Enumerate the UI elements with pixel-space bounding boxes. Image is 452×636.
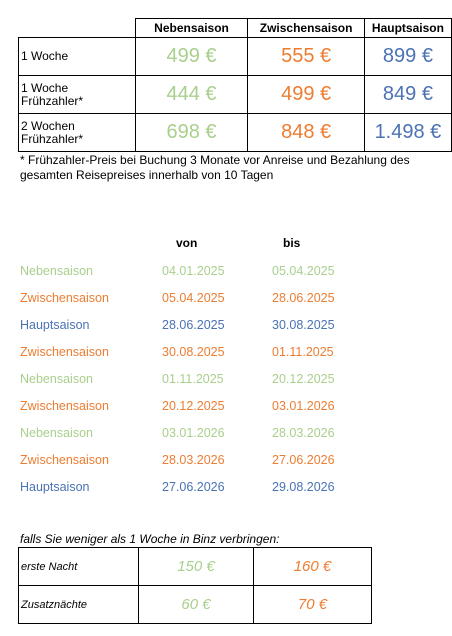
season-row [0, 480, 452, 507]
season-name: Nebensaison [20, 372, 93, 386]
season-row [0, 264, 452, 291]
season-to: 20.12.2025 [272, 372, 335, 386]
season-to: 05.04.2025 [272, 264, 335, 278]
season-from: 05.04.2025 [162, 291, 225, 305]
season-to: 27.06.2026 [272, 453, 335, 467]
season-from: 04.01.2025 [162, 264, 225, 278]
season-from: 28.06.2025 [162, 318, 225, 332]
season-row [0, 291, 452, 318]
price-table-corner [19, 19, 136, 38]
season-row [0, 453, 452, 480]
header-zwischensaison: Zwischensaison [248, 19, 365, 38]
season-name: Zwischensaison [20, 345, 109, 359]
price-neben: 698 € [135, 114, 248, 152]
season-name: Hauptsaison [20, 318, 90, 332]
fruehzahler-footnote: * Frühzahler-Preis bei Buchung 3 Monate vor Anreise und Bezahlung des gesamten Reisepreises innerhalb von 10 Tagen [20, 153, 410, 182]
short-stay-table [18, 547, 372, 624]
season-to: 28.03.2026 [272, 426, 335, 440]
price-table-header-row [19, 19, 452, 38]
price-table [18, 18, 452, 152]
short-stay-price-zwischen: 70 € [254, 586, 372, 624]
season-to: 28.06.2025 [272, 291, 335, 305]
short-stay-price-neben: 150 € [139, 548, 254, 586]
price-haupt: 899 € [364, 38, 451, 76]
short-stay-note: falls Sie weniger als 1 Woche in Binz verbringen: [20, 532, 280, 546]
price-haupt: 1.498 € [364, 114, 451, 152]
season-from: 01.11.2025 [162, 372, 224, 386]
season-name: Nebensaison [20, 264, 93, 278]
season-name: Hauptsaison [20, 480, 90, 494]
header-nebensaison: Nebensaison [135, 19, 248, 38]
season-from: 27.06.2026 [162, 480, 225, 494]
price-neben: 499 € [135, 38, 248, 76]
season-from: 30.08.2025 [162, 345, 225, 359]
short-stay-row [19, 548, 372, 586]
short-stay-label: erste Nacht [19, 548, 139, 586]
season-name: Zwischensaison [20, 399, 109, 413]
header-hauptsaison: Hauptsaison [364, 19, 451, 38]
price-haupt: 849 € [364, 76, 451, 114]
season-name: Zwischensaison [20, 291, 109, 305]
price-neben: 444 € [135, 76, 248, 114]
price-row-label: 1 Woche [19, 38, 136, 76]
season-from: 20.12.2025 [162, 399, 225, 413]
season-to: 01.11.2025 [272, 345, 334, 359]
season-to: 30.08.2025 [272, 318, 335, 332]
season-row [0, 372, 452, 399]
short-stay-row [19, 586, 372, 624]
price-row-label: 1 Woche Frühzahler* [19, 76, 136, 114]
short-stay-price-zwischen: 160 € [254, 548, 372, 586]
season-row [0, 318, 452, 345]
column-header-bis: bis [283, 236, 301, 250]
price-zwischen: 555 € [248, 38, 365, 76]
season-row [0, 426, 452, 453]
price-row-2-wochen-fruehzahler [19, 114, 452, 152]
price-zwischen: 848 € [248, 114, 365, 152]
season-from: 28.03.2026 [162, 453, 225, 467]
season-row [0, 345, 452, 372]
season-to: 03.01.2026 [272, 399, 335, 413]
season-name: Nebensaison [20, 426, 93, 440]
season-name: Zwischensaison [20, 453, 109, 467]
season-row [0, 399, 452, 426]
price-row-label: 2 Wochen Frühzahler* [19, 114, 136, 152]
short-stay-price-neben: 60 € [139, 586, 254, 624]
price-row-1-woche [19, 38, 452, 76]
column-header-von: von [176, 236, 198, 250]
season-to: 29.08.2026 [272, 480, 335, 494]
season-from: 03.01.2026 [162, 426, 225, 440]
price-zwischen: 499 € [248, 76, 365, 114]
price-row-1-woche-fruehzahler [19, 76, 452, 114]
short-stay-label: Zusatznächte [19, 586, 139, 624]
